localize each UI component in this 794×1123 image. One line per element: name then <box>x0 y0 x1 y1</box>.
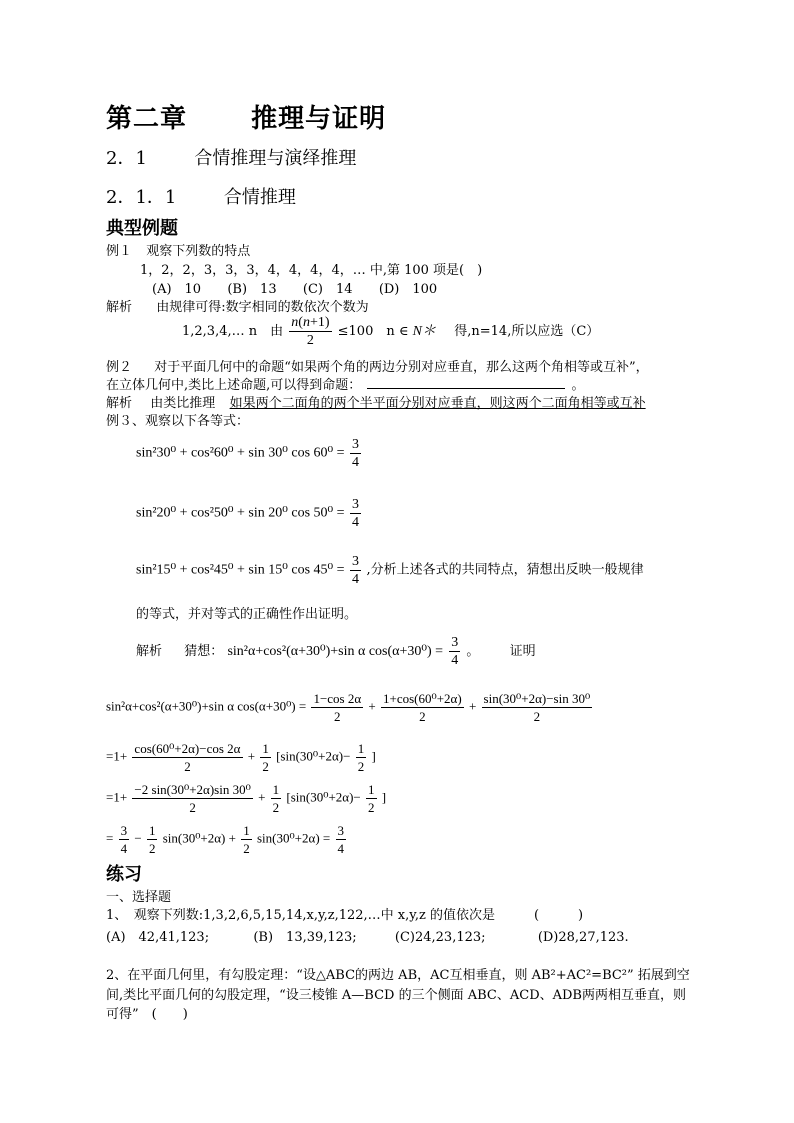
half-fraction: $\frac{1}{2}$ <box>368 782 375 815</box>
guess-analysis-label: 解析 <box>136 644 163 659</box>
example2-answer: 如果两个二面角的两个半平面分别对应垂直，则这两个二面角相等或互补 <box>229 396 646 411</box>
example1-derivation <box>182 314 599 349</box>
equation-3-tail-2: 的等式，并对等式的正确性作出证明。 <box>136 607 358 622</box>
example1-analysis-text: 由规律可得:数字相同的数依次个数为 <box>156 300 369 315</box>
section-number: 2．1 <box>106 148 147 169</box>
guess-line <box>136 634 536 669</box>
three-quarters: $\frac{3}{4}$ <box>352 437 360 470</box>
equation-1 <box>136 436 363 471</box>
subsection-title: 合情推理 <box>223 187 296 208</box>
example2-analysis-lead: 由类比推理 <box>150 396 216 411</box>
three-quarters: $\frac{3}{4}$ <box>120 823 128 856</box>
example2-analysis-label: 解析 <box>106 396 133 411</box>
example1-option-c: (C) 14 <box>302 282 353 297</box>
example2-text1: 对于平面几何中的命题“如果两个角的两边分别对应垂直，那么这两个角相等或互补”， <box>154 360 649 375</box>
examples-heading: 典型例题 <box>106 218 178 239</box>
chapter-title <box>106 98 386 135</box>
proof-line-1: sin²α+cos²(α+30⁰)+sin α cos(α+30⁰) = $\frac{1-\cos 2\alpha}{2}$ + $\frac{\text{1+cos(60⁰+2α)}}{2}$ + $\frac{\text{sin(30⁰+2α)−sin 30⁰}}{2}$ <box>106 691 591 724</box>
practice-q1-options <box>106 926 629 945</box>
proof-fraction-3: $\frac{\text{sin(30⁰+2α)−sin 30⁰}}{2}$ <box>483 691 591 724</box>
chapter-number: 第二章 <box>106 104 188 134</box>
proof-line-2: =1+ $\frac{\text{cos(60⁰+2α)−cos 2α}}{2}$ + $\frac{1}{2}$ [sin(30⁰+2α)− $\frac{1}{2}$ ] <box>106 741 376 774</box>
example1-label: 例１ <box>106 244 133 259</box>
half-fraction: $\frac{1}{2}$ <box>272 782 280 815</box>
example3-label: 例３、观察以下各等式： <box>106 414 250 429</box>
three-quarters: $\frac{3}{4}$ <box>451 635 459 668</box>
proof-fraction-2: $\frac{\text{1+cos(60⁰+2α)}}{2}$ <box>383 691 462 724</box>
proof-label: 证明 <box>509 644 536 659</box>
derivation-middle: ≤100 n ∈ <box>337 324 409 339</box>
example1-prompt <box>106 240 250 259</box>
example1-option-a: (A) 10 <box>152 282 202 297</box>
example2-line2 <box>106 374 585 393</box>
example2-label: 例２ <box>106 360 133 375</box>
proof-line-4: = $\frac{3}{4}$ − $\frac{1}{2}$ sin(30⁰+2α) + $\frac{1}{2}$ sin(30⁰+2α) = $\frac{3}{4}$ <box>106 823 344 856</box>
example1-prompt-text: 观察下列数的特点 <box>146 244 251 259</box>
practice-heading: 练习 <box>106 864 142 885</box>
example2-text2: 在立体几何中,类比上述命题,可以得到命题： <box>106 378 362 393</box>
answer-blank <box>367 376 565 389</box>
example2-line1 <box>106 356 649 375</box>
example1-option-b: (B) 13 <box>227 282 277 297</box>
three-quarters: $\frac{3}{4}$ <box>337 823 344 856</box>
chapter-name: 推理与证明 <box>251 104 387 134</box>
practice-question-1: 1、 观察下列数:1,3,2,6,5,15,14,x,y,z,122,…中 x,y,z 的值依次是 ( ) <box>106 908 584 923</box>
derivation-start: 1,2,3,4,… n 由 <box>182 324 284 339</box>
equation-2-lhs: sin²20⁰ + cos²50⁰ + sin 20⁰ cos 50⁰ = <box>136 505 345 521</box>
three-quarters: $\frac{3}{4}$ <box>352 554 360 587</box>
example2-analysis <box>106 392 646 411</box>
equation-3-tail: ,分析上述各式的共同特点，猜想出反映一般规律 <box>366 562 644 578</box>
guess-label: 猜想： <box>184 644 224 659</box>
derivation-tail: 得,n=14,所以应选（C） <box>454 324 600 339</box>
practice-question-2-line1: 2、在平面几何里，有勾股定理：“设△ABC的两边 AB，AC互相垂直，则 AB²+AC²=BC²” 拓展到空 <box>106 968 690 983</box>
q1-option-c: (C)24,23,123; <box>394 930 486 945</box>
guess-lhs: sin²α+cos²(α+30⁰)+sin α cos(α+30⁰) = <box>227 644 444 659</box>
example1-options <box>152 278 437 297</box>
subsection-number: 2．1．1 <box>106 187 177 208</box>
equation-2 <box>136 496 363 531</box>
practice-part-label: 一、选择题 <box>106 890 172 905</box>
proof-line-3: =1+ $\frac{\text{−2 sin(30⁰+2α)sin 30⁰}}{2}$ + $\frac{1}{2}$ [sin(30⁰+2α)− $\frac{1}{2}$ ] <box>106 782 387 815</box>
example2-text2-end: 。 <box>571 378 585 393</box>
derivation-fraction: $\frac{n(n+1)}{2}$ <box>291 315 330 348</box>
guess-end: 。 <box>466 644 480 659</box>
q1-option-b: (B) 13,39,123; <box>253 930 357 945</box>
example1-analysis <box>106 296 369 315</box>
practice-question-2-line2: 间,类比平面几何的勾股定理，“设三棱锥 A—BCD 的三个侧面 ABC、ACD、ADB两两相互垂直，则 <box>106 988 686 1003</box>
proof-fraction-4: $\frac{\text{cos(60⁰+2α)−cos 2α}}{2}$ <box>134 741 241 774</box>
proof-line-1-lhs: sin²α+cos²(α+30⁰)+sin α cos(α+30⁰) = <box>106 698 307 714</box>
half-fraction: $\frac{1}{2}$ <box>357 741 365 774</box>
equation-1-lhs: sin²30⁰ + cos²60⁰ + sin 30⁰ cos 60⁰ = <box>136 445 345 461</box>
proof-fraction-5: $\frac{\text{−2 sin(30⁰+2α)sin 30⁰}}{2}$ <box>134 782 251 815</box>
subsection-heading <box>106 183 296 209</box>
half-fraction: $\frac{1}{2}$ <box>262 741 269 774</box>
equation-3-lhs: sin²15⁰ + cos²45⁰ + sin 15⁰ cos 45⁰ = <box>136 562 345 578</box>
example1-option-d: (D) 100 <box>378 282 438 297</box>
q1-option-d: (D)28,27,123. <box>537 930 629 945</box>
n-star: N＊ <box>412 324 436 339</box>
practice-question-2-line3: 可得” ( ) <box>106 1007 188 1022</box>
section-heading <box>106 144 356 170</box>
proof-fraction-1: $\frac{1-\cos 2\alpha}{2}$ <box>313 691 362 724</box>
half-fraction: $\frac{1}{2}$ <box>148 823 156 856</box>
section-title: 合情推理与演绎推理 <box>194 148 357 169</box>
example1-analysis-label: 解析 <box>106 300 133 315</box>
q1-option-a: (A) 42,41,123; <box>106 930 210 945</box>
three-quarters: $\frac{3}{4}$ <box>352 497 360 530</box>
half-fraction: $\frac{1}{2}$ <box>243 823 250 856</box>
example1-sequence: 1，2，2，3，3，3，4，4，4，4，… 中,第 100 项是( ) <box>140 263 483 278</box>
equation-3 <box>136 553 644 588</box>
